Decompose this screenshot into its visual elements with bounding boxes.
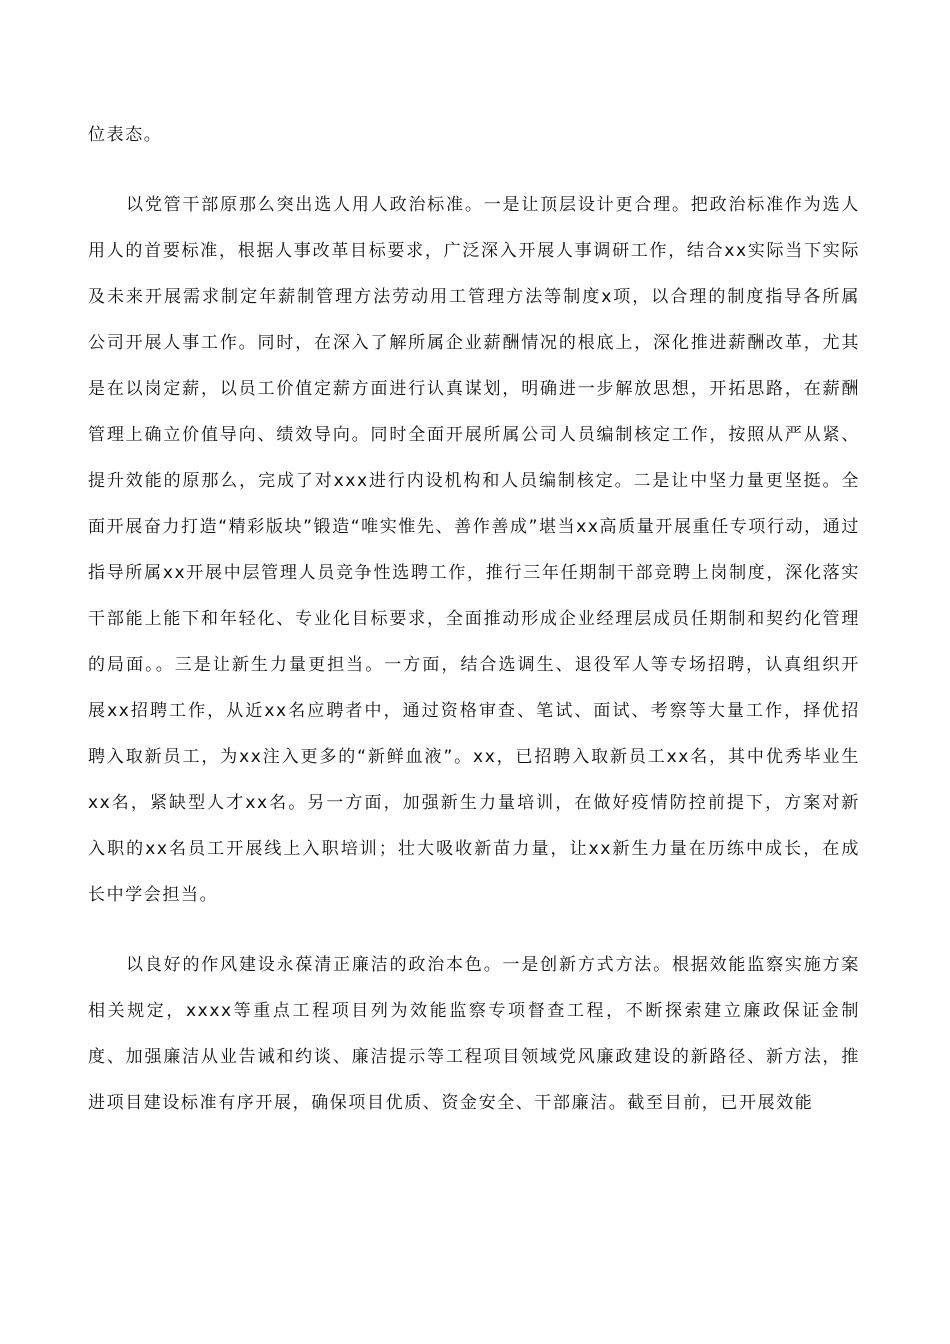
paragraph-integrity-style: 以良好的作风建设永葆清正廉洁的政治本色。一是创新方式方法。根据效能监察实施方案相关规定，xxxx等重点工程项目列为效能监察专项督查工程，不断探索建立廉政保证金制度、加强廉洁从业告诫和约谈、廉洁提示等工程项目领域党风廉政建设的新路径、新方法，推进项目建设标准有序开展，确保项目优质、资金安全、干部廉洁。截至目前，已开展效能 (88, 955, 860, 1113)
document-body (88, 112, 860, 1150)
paragraph-continuation: 位表态。 (88, 125, 163, 145)
paragraph-cadre-selection: 以党管干部原那么突出选人用人政治标准。一是让顶层设计更合理。把政治标准作为选人用人的首要标准，根据人事改革目标要求，广泛深入开展人事调研工作，结合xx实际当下实际及未来开展需求制定年薪制管理方法劳动用工管理方法等制度x项，以合理的制度指导各所属公司开展人事工作。同时，在深入了解所属企业薪酬情况的根底上，深化推进薪酬改革，尤其是在以岗定薪，以员工价值定薪方面进行认真谋划，明确进一步解放思想，开拓思路，在薪酬管理上确立价值导向、绩效导向。同时全面开展所属公司人员编制核定工作，按照从严从紧、提升效能的原那么，完成了对xxx进行内设机构和人员编制核定。二是让中坚力量更坚挺。全面开展奋力打造“精彩版块”锻造“唯实惟先、善作善成”堪当xx高质量开展重任专项行动，通过指导所属xx开展中层管理人员竞争性选聘工作，推行三年任期制干部竞聘上岗制度，深化落实干部能上能下和年轻化、专业化目标要求，全面推动形成企业经理层成员任期制和契约化管理的局面。。三是让新生力量更担当。一方面，结合选调生、退役军人等专场招聘，认真组织开展xx招聘工作，从近xx名应聘者中，通过资格审查、笔试、面试、考察等大量工作，择优招聘入取新员工，为xx注入更多的“新鲜血液”。xx，已招聘入取新员工xx名，其中优秀毕业生xx名，紧缺型人才xx名。另一方面，加强新生力量培训，在做好疫情防控前提下，方案对新入职的xx名员工开展线上入职培训；壮大吸收新苗力量，让xx新生力量在历练中成长，在成长中学会担当。 (88, 195, 860, 905)
